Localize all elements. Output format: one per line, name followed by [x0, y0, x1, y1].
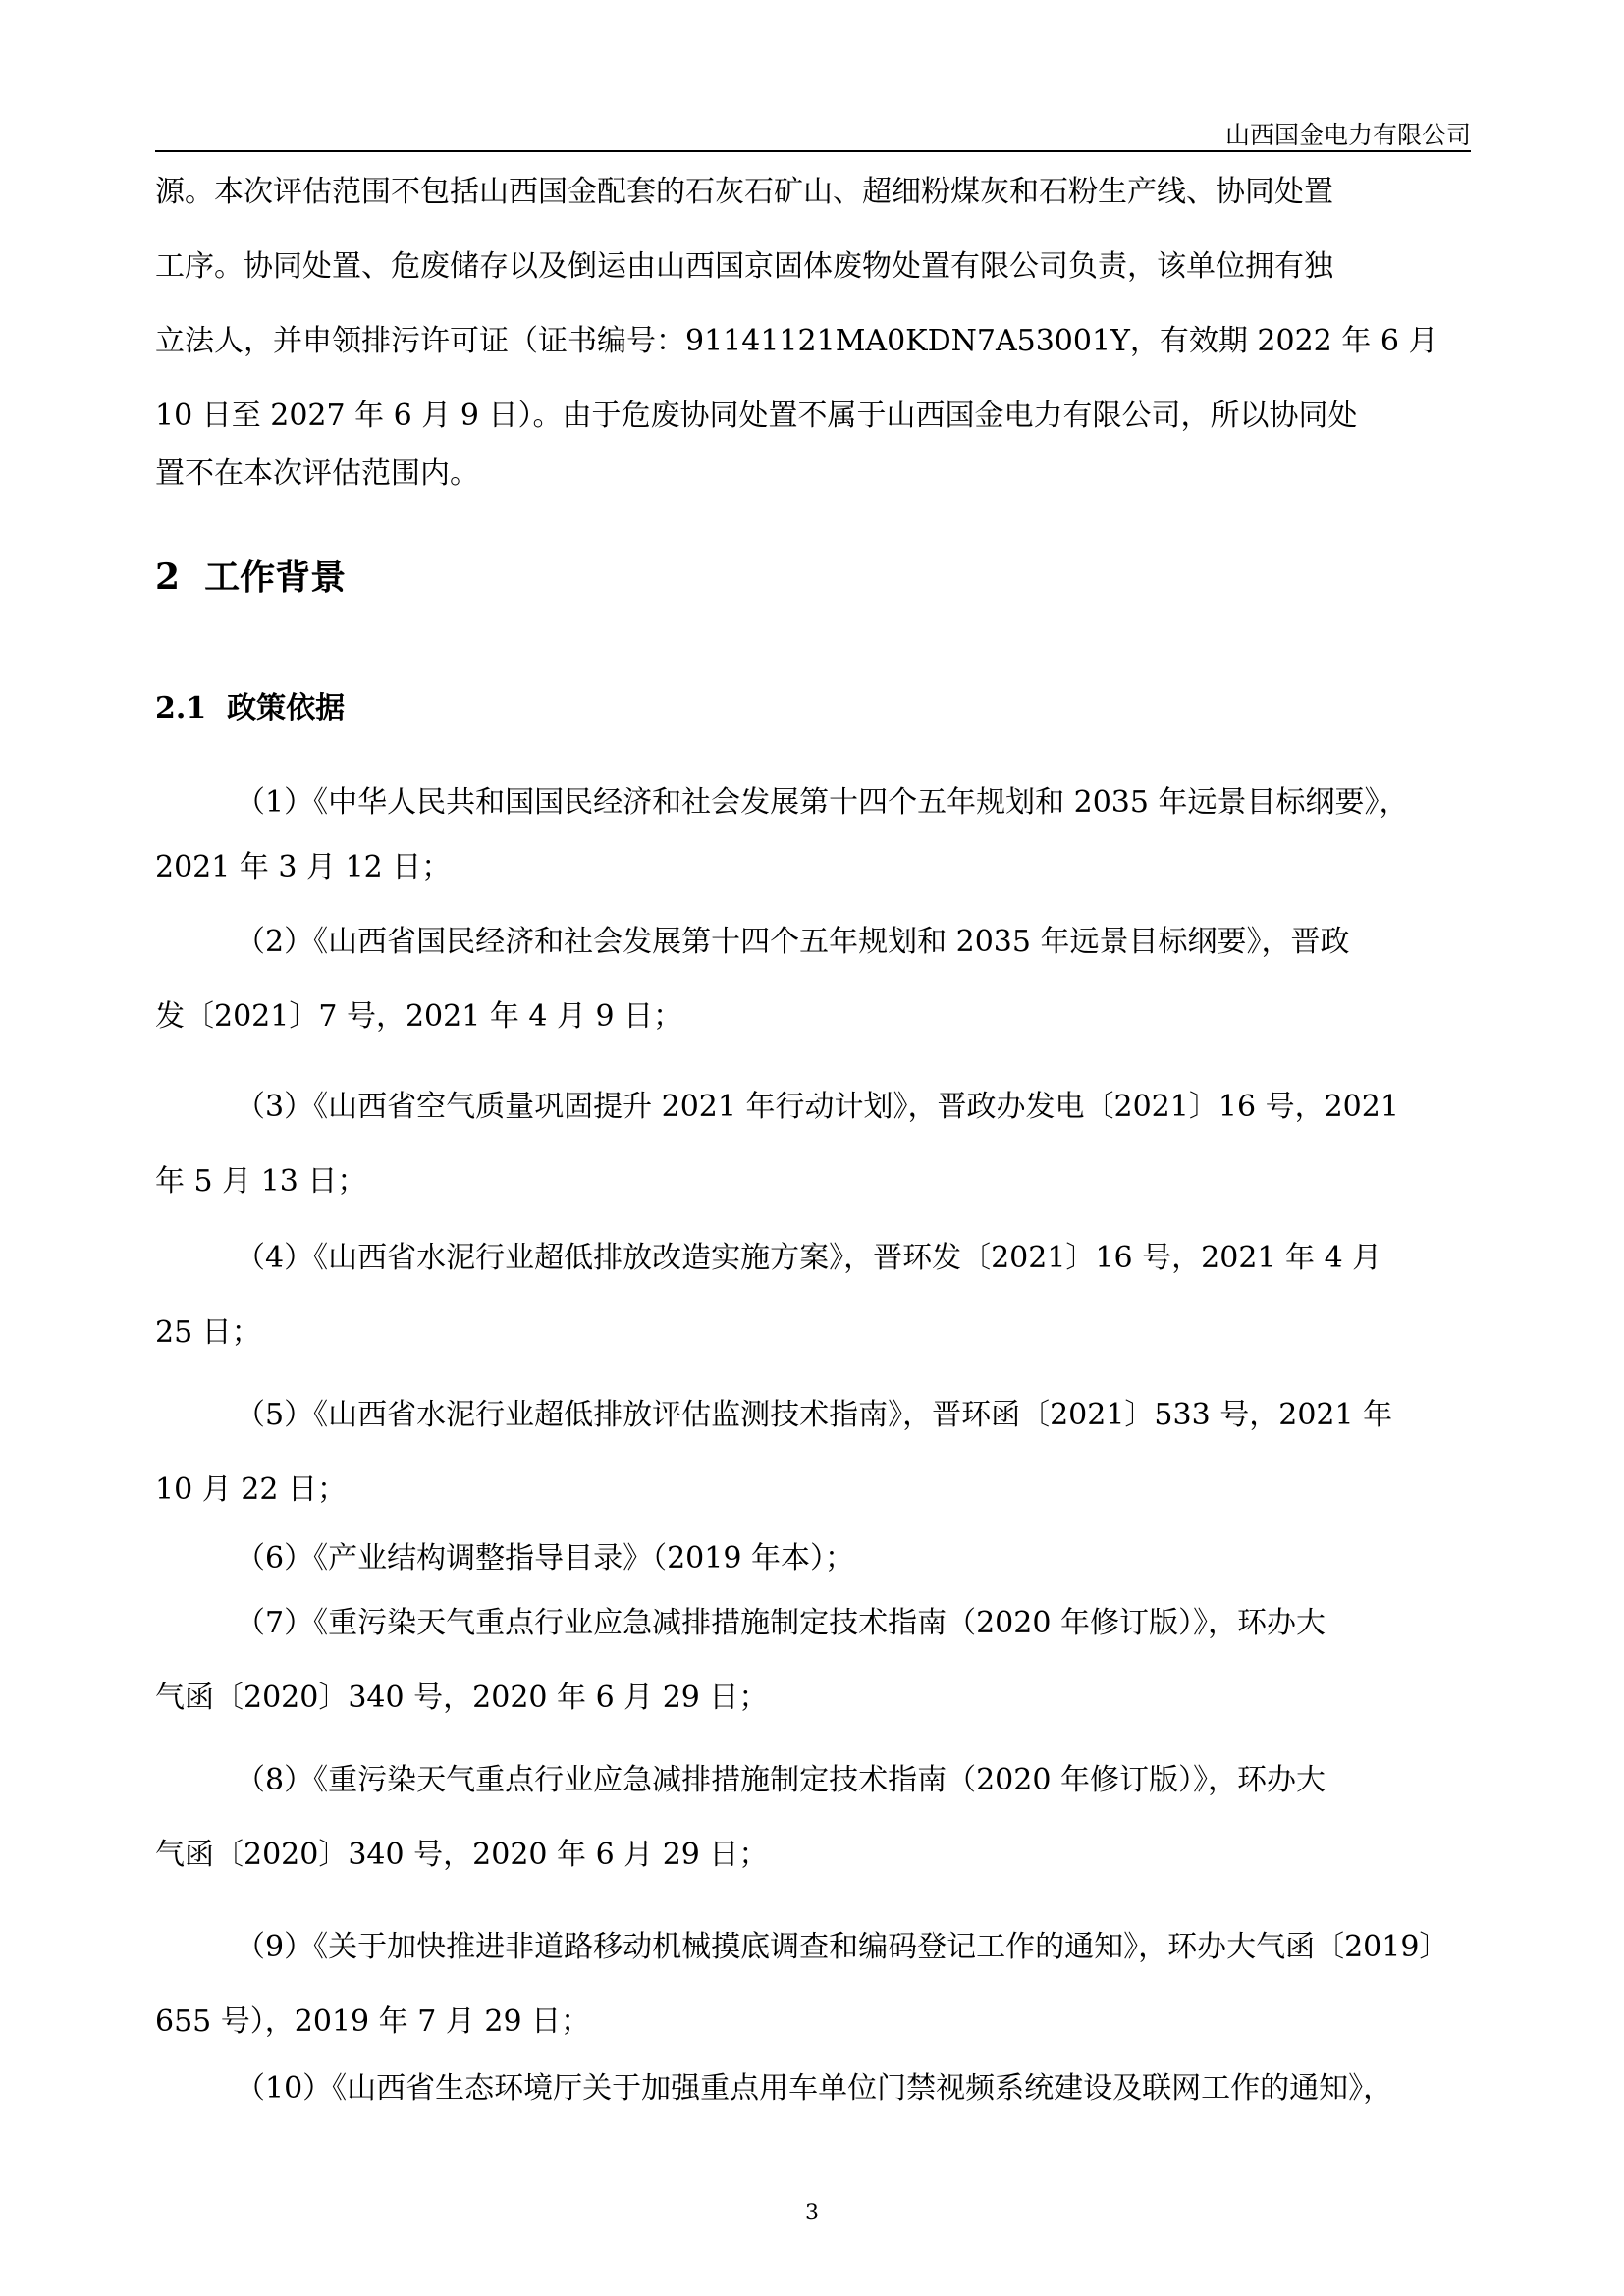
intro-line: 源。本次评估范围不包括山西国金配套的石灰石矿山、超细粉煤灰和石粉生产线、协同处置 — [155, 175, 1333, 209]
policy-item-9-line2: 655 号），2019 年 7 月 29 日； — [155, 2004, 591, 2039]
policy-item-8-line2: 气函〔2020〕340 号，2020 年 6 月 29 日； — [155, 1838, 769, 1872]
policy-item-5-line2: 10 月 22 日； — [155, 1472, 347, 1507]
policy-item-3-line1: （3）《山西省空气质量巩固提升 2021 年行动计划》，晋政办发电〔2021〕16 号，2021 — [236, 1090, 1399, 1124]
policy-item-10-line1: （10）《山西省生态环境厅关于加强重点用车单位门禁视频系统建设及联网工作的通知》， — [236, 2071, 1393, 2106]
policy-item-3-line2: 年 5 月 13 日； — [155, 1164, 367, 1199]
policy-item-7-line1: （7）《重污染天气重点行业应急减排措施制定技术指南（2020 年修订版）》，环办大 — [236, 1606, 1326, 1640]
header-company-name: 山西国金电力有限公司 — [1224, 121, 1471, 149]
subsection-number: 2.1 — [155, 691, 207, 725]
page-number: 3 — [805, 2201, 819, 2225]
subsection-heading — [155, 683, 345, 726]
section-title: 工作背景 — [204, 557, 347, 598]
intro-line: 10 日至 2027 年 6 月 9 日）。由于危废协同处置不属于山西国金电力有限公司，所以协同处 — [155, 399, 1358, 433]
intro-line: 立法人，并申领排污许可证（证书编号：91141121MA0KDN7A53001Y，有效期 2022 年 6 月 — [155, 324, 1438, 358]
intro-line: 置不在本次评估范围内。 — [155, 456, 479, 491]
policy-item-5-line1: （5）《山西省水泥行业超低排放评估监测技术指南》，晋环函〔2021〕533 号，2021 年 — [236, 1398, 1393, 1432]
policy-item-7-line2: 气函〔2020〕340 号，2020 年 6 月 29 日； — [155, 1681, 769, 1715]
policy-item-1-line1: （1）《中华人民共和国国民经济和社会发展第十四个五年规划和 2035 年远景目标纲要》， — [236, 785, 1409, 820]
policy-item-4-line1: （4）《山西省水泥行业超低排放改造实施方案》，晋环发〔2021〕16 号，2021 年 4 月 — [236, 1241, 1382, 1275]
intro-line: 工序。协同处置、危废储存以及倒运由山西国京固体废物处置有限公司负责，该单位拥有独 — [155, 249, 1333, 284]
section-number: 2 — [155, 557, 181, 598]
policy-item-2-line1: （2）《山西省国民经济和社会发展第十四个五年规划和 2035 年远景目标纲要》，晋政 — [236, 925, 1350, 959]
header-rule — [155, 150, 1471, 152]
policy-item-2-line2: 发〔2021〕7 号，2021 年 4 月 9 日； — [155, 999, 683, 1034]
policy-item-6-line1: （6）《产业结构调整指导目录》（2019 年本）； — [236, 1541, 854, 1575]
policy-item-8-line1: （8）《重污染天气重点行业应急减排措施制定技术指南（2020 年修订版）》，环办大 — [236, 1763, 1326, 1797]
policy-item-4-line2: 25 日； — [155, 1315, 261, 1350]
policy-item-1-line2: 2021 年 3 月 12 日； — [155, 850, 452, 884]
section-heading — [155, 550, 346, 600]
policy-item-9-line1: （9）《关于加快推进非道路移动机械摸底调查和编码登记工作的通知》，环办大气函〔2019〕 — [236, 1930, 1449, 1964]
subsection-title: 政策依据 — [227, 691, 346, 725]
